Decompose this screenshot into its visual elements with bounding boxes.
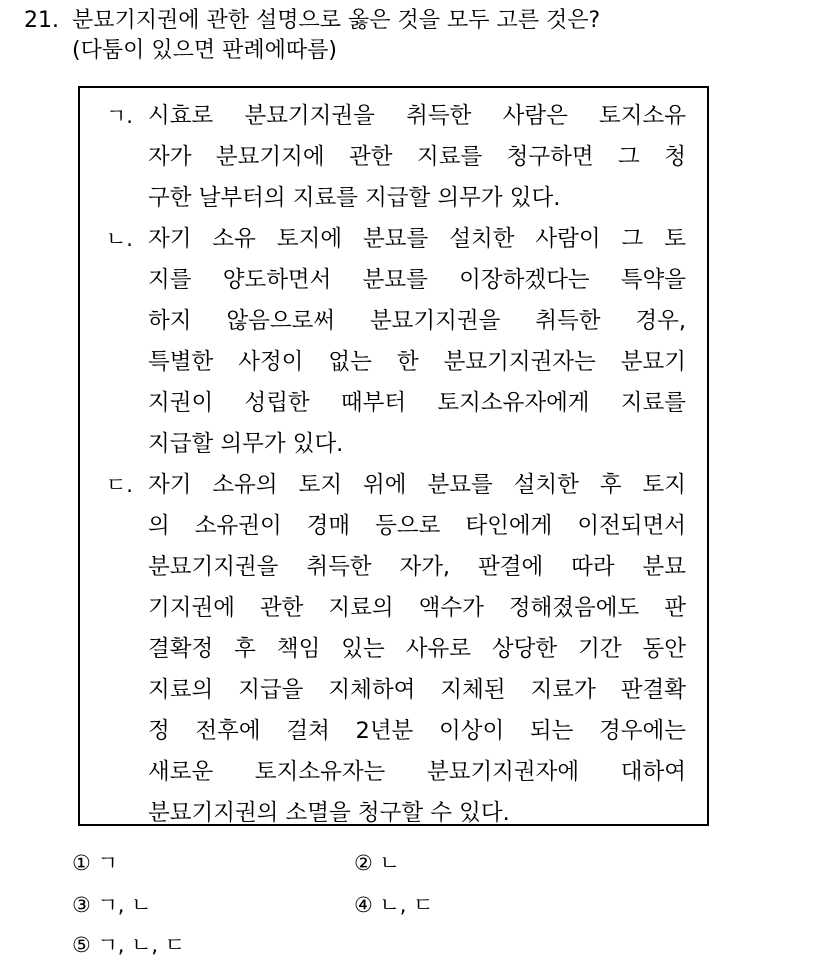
statement-line: 특별한 사정이 없는 한 분묘기지권자는 분묘기 xyxy=(148,349,686,375)
item-marker: ㄱ. xyxy=(106,104,133,128)
statement-line: 분묘기지권을 취득한 자가, 판결에 따라 분묘 xyxy=(148,554,686,580)
statement-box xyxy=(78,86,709,826)
statement-line: 분묘기지권의 소멸을 청구할 수 있다. xyxy=(148,800,510,826)
answer-choice-1[interactable]: ① ㄱ xyxy=(72,851,118,875)
answer-choice-3[interactable]: ③ ㄱ, ㄴ xyxy=(72,893,152,917)
statement-line: 지권이 성립한 때부터 토지소유자에게 지료를 xyxy=(148,390,686,416)
statement-line: 구한 날부터의 지료를 지급할 의무가 있다. xyxy=(148,185,561,211)
statement-line: 결확정 후 책임 있는 사유로 상당한 기간 동안 xyxy=(148,636,686,662)
statement-line: 자기 소유의 토지 위에 분묘를 설치한 후 토지 xyxy=(148,472,686,498)
item-marker: ㄴ. xyxy=(106,227,133,251)
statement-line: 새로운 토지소유자는 분묘기지권자에 대하여 xyxy=(148,759,686,785)
statement-line: 하지 않음으로써 분묘기지권을 취득한 경우, xyxy=(148,308,686,334)
item-marker: ㄷ. xyxy=(106,473,133,497)
statement-line: 자기 소유 토지에 분묘를 설치한 사람이 그 토 xyxy=(148,226,686,252)
statement-line: 자가 분묘기지에 관한 지료를 청구하면 그 청 xyxy=(148,144,686,170)
statement-line: 지료의 지급을 지체하여 지체된 지료가 판결확 xyxy=(148,677,686,703)
statement-line: 기지권에 관한 지료의 액수가 정해졌음에도 판 xyxy=(148,595,686,621)
answer-choice-2[interactable]: ② ㄴ xyxy=(354,851,400,875)
question-number: 21. xyxy=(24,8,59,33)
question-text: 분묘기지권에 관한 설명으로 옳은 것을 모두 고른 것은? xyxy=(72,8,601,33)
statement-line: 시효로 분묘기지권을 취득한 사람은 토지소유 xyxy=(148,103,686,129)
statement-line: 의 소유권이 경매 등으로 타인에게 이전되면서 xyxy=(148,513,686,539)
question-note: (다툼이 있으면 판례에따름) xyxy=(72,38,337,63)
answer-choice-5[interactable]: ⑤ ㄱ, ㄴ, ㄷ xyxy=(72,933,186,957)
statement-line: 정 전후에 걸쳐 2년분 이상이 되는 경우에는 xyxy=(148,718,686,744)
statement-line: 지급할 의무가 있다. xyxy=(148,431,344,457)
statement-line: 지를 양도하면서 분묘를 이장하겠다는 특약을 xyxy=(148,267,686,293)
answer-choice-4[interactable]: ④ ㄴ, ㄷ xyxy=(354,893,434,917)
